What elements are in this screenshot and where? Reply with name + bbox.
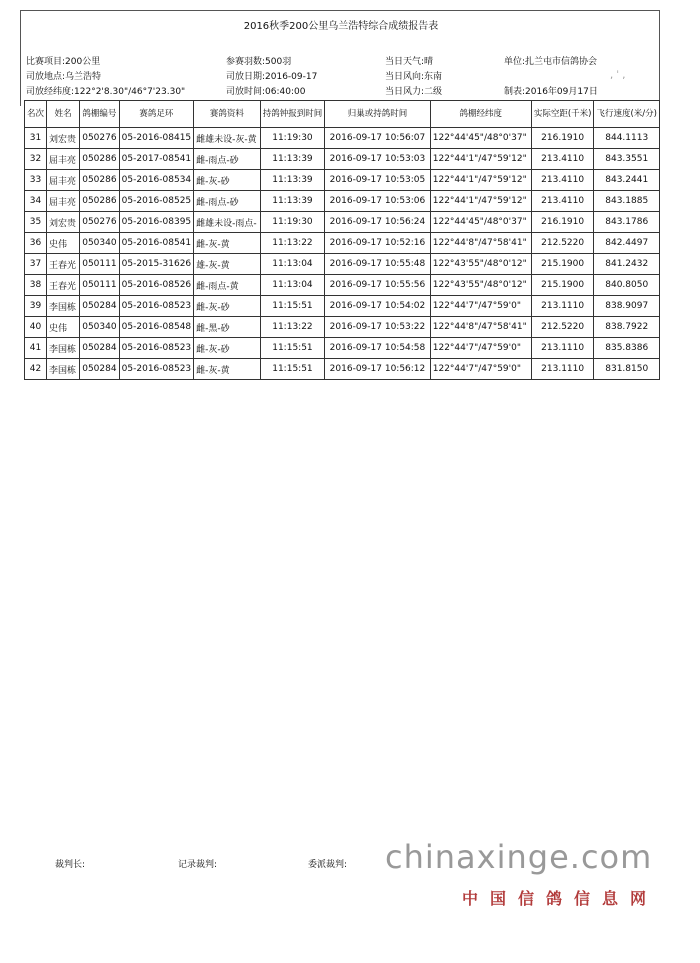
cell-loft-coords: 122°44'45"/48°0'37" bbox=[430, 128, 531, 149]
cell-rank: 33 bbox=[25, 170, 47, 191]
cell-name: 李国栋 bbox=[47, 296, 80, 317]
table-row bbox=[25, 233, 660, 254]
cell-loft-id: 050284 bbox=[80, 296, 120, 317]
cell-loft-id: 050284 bbox=[80, 359, 120, 380]
cell-rank: 40 bbox=[25, 317, 47, 338]
table-row bbox=[25, 212, 660, 233]
cell-rank: 39 bbox=[25, 296, 47, 317]
cell-distance: 213.1110 bbox=[531, 296, 594, 317]
cell-rank: 36 bbox=[25, 233, 47, 254]
cell-arrival-time: 2016-09-17 10:53:22 bbox=[325, 317, 431, 338]
cell-speed: 838.9097 bbox=[594, 296, 660, 317]
column-header-speed: 飞行速度(米/分) bbox=[594, 101, 660, 128]
cell-bird-info: 雌雄未设-灰-黄 bbox=[194, 128, 261, 149]
made-date: 制表:2016年09月17日 bbox=[504, 87, 598, 97]
cell-rank: 38 bbox=[25, 275, 47, 296]
cell-arrival-time: 2016-09-17 10:53:05 bbox=[325, 170, 431, 191]
cell-ring: 05-2016-08395 bbox=[119, 212, 193, 233]
watermark-name: 中国信鸽信息网 bbox=[462, 889, 659, 908]
cell-speed: 835.8386 bbox=[594, 338, 660, 359]
cell-speed: 843.3551 bbox=[594, 149, 660, 170]
column-header-name: 姓名 bbox=[47, 101, 80, 128]
cell-clock-time: 11:13:04 bbox=[260, 254, 325, 275]
cell-loft-coords: 122°44'1"/47°59'12" bbox=[430, 191, 531, 212]
cell-clock-time: 11:13:39 bbox=[260, 191, 325, 212]
wind-direction: 当日风向:东南 bbox=[385, 72, 443, 82]
cell-clock-time: 11:13:22 bbox=[260, 233, 325, 254]
cell-distance: 215.1900 bbox=[531, 275, 594, 296]
cell-bird-info: 雄-灰-黄 bbox=[194, 254, 261, 275]
cell-distance: 213.4110 bbox=[531, 170, 594, 191]
cell-ring: 05-2016-08523 bbox=[119, 296, 193, 317]
cell-bird-info: 雌-灰-砂 bbox=[194, 338, 261, 359]
cell-clock-time: 11:13:04 bbox=[260, 275, 325, 296]
cell-speed: 838.7922 bbox=[594, 317, 660, 338]
cell-arrival-time: 2016-09-17 10:56:12 bbox=[325, 359, 431, 380]
cell-loft-id: 050286 bbox=[80, 170, 120, 191]
cell-loft-coords: 122°44'45"/48°0'37" bbox=[430, 212, 531, 233]
cell-rank: 35 bbox=[25, 212, 47, 233]
cell-bird-info: 雌-灰-砂 bbox=[194, 296, 261, 317]
race-item: 比赛项目:200公里 bbox=[26, 57, 101, 67]
cell-arrival-time: 2016-09-17 10:54:02 bbox=[325, 296, 431, 317]
cell-loft-id: 050286 bbox=[80, 191, 120, 212]
cell-name: 王春光 bbox=[47, 254, 80, 275]
cell-loft-id: 050286 bbox=[80, 149, 120, 170]
cell-clock-time: 11:13:39 bbox=[260, 149, 325, 170]
cell-name: 屈丰亮 bbox=[47, 191, 80, 212]
cell-clock-time: 11:15:51 bbox=[260, 359, 325, 380]
cell-distance: 212.5220 bbox=[531, 317, 594, 338]
column-header-arrival-time: 归巢或持鸽时间 bbox=[325, 101, 431, 128]
column-header-bird-info: 赛鸽资料 bbox=[194, 101, 261, 128]
watermark-site: chinaxinge.com bbox=[385, 838, 653, 876]
cell-ring: 05-2016-08526 bbox=[119, 275, 193, 296]
table-row bbox=[25, 296, 660, 317]
cell-name: 刘宏贵 bbox=[47, 212, 80, 233]
table-header-row bbox=[25, 101, 660, 128]
cell-bird-info: 雌-雨点-黄 bbox=[194, 275, 261, 296]
table-row bbox=[25, 149, 660, 170]
weather: 当日天气:晴 bbox=[385, 57, 434, 67]
table-row bbox=[25, 128, 660, 149]
cell-name: 屈丰亮 bbox=[47, 149, 80, 170]
cell-bird-info: 雌雄未设-雨点- bbox=[194, 212, 261, 233]
cell-ring: 05-2016-08523 bbox=[119, 359, 193, 380]
cell-loft-id: 050276 bbox=[80, 212, 120, 233]
column-header-loft-coords: 鸽棚经纬度 bbox=[430, 101, 531, 128]
cell-clock-time: 11:19:30 bbox=[260, 128, 325, 149]
entries-count: 参赛羽数:500羽 bbox=[226, 57, 292, 67]
cell-rank: 31 bbox=[25, 128, 47, 149]
cell-speed: 840.8050 bbox=[594, 275, 660, 296]
cell-ring: 05-2016-08548 bbox=[119, 317, 193, 338]
cell-bird-info: 雌-黑-砂 bbox=[194, 317, 261, 338]
cell-bird-info: 雌-雨点-砂 bbox=[194, 191, 261, 212]
cell-arrival-time: 2016-09-17 10:55:56 bbox=[325, 275, 431, 296]
cell-clock-time: 11:13:22 bbox=[260, 317, 325, 338]
cell-loft-id: 050340 bbox=[80, 317, 120, 338]
cell-arrival-time: 2016-09-17 10:52:16 bbox=[325, 233, 431, 254]
table-body bbox=[25, 128, 660, 380]
cell-loft-coords: 122°44'8"/47°58'41" bbox=[430, 233, 531, 254]
table-row bbox=[25, 317, 660, 338]
cell-name: 王春光 bbox=[47, 275, 80, 296]
margin-scribble: , ˈ , bbox=[610, 70, 626, 81]
cell-speed: 841.2432 bbox=[594, 254, 660, 275]
cell-speed: 831.8150 bbox=[594, 359, 660, 380]
cell-ring: 05-2015-31626 bbox=[119, 254, 193, 275]
cell-name: 史伟 bbox=[47, 233, 80, 254]
table-row bbox=[25, 275, 660, 296]
release-time: 司放时间:06:40:00 bbox=[226, 87, 306, 97]
cell-name: 刘宏贵 bbox=[47, 128, 80, 149]
release-place: 司放地点:乌兰浩特 bbox=[26, 72, 102, 82]
cell-distance: 215.1900 bbox=[531, 254, 594, 275]
cell-loft-id: 050276 bbox=[80, 128, 120, 149]
column-header-loft-id: 鸽棚编号 bbox=[80, 101, 120, 128]
cell-loft-id: 050111 bbox=[80, 254, 120, 275]
cell-loft-coords: 122°44'7"/47°59'0" bbox=[430, 296, 531, 317]
cell-bird-info: 雌-雨点-砂 bbox=[194, 149, 261, 170]
cell-loft-id: 050111 bbox=[80, 275, 120, 296]
cell-distance: 216.1910 bbox=[531, 212, 594, 233]
release-date: 司放日期:2016-09-17 bbox=[226, 72, 318, 82]
cell-loft-coords: 122°43'55"/48°0'12" bbox=[430, 275, 531, 296]
cell-loft-coords: 122°44'8"/47°58'41" bbox=[430, 317, 531, 338]
cell-distance: 213.1110 bbox=[531, 359, 594, 380]
cell-clock-time: 11:19:30 bbox=[260, 212, 325, 233]
cell-speed: 843.1786 bbox=[594, 212, 660, 233]
cell-ring: 05-2016-08523 bbox=[119, 338, 193, 359]
cell-distance: 213.1110 bbox=[531, 338, 594, 359]
record-judge-label: 记录裁判: bbox=[178, 860, 218, 870]
cell-clock-time: 11:15:51 bbox=[260, 296, 325, 317]
cell-arrival-time: 2016-09-17 10:53:06 bbox=[325, 191, 431, 212]
cell-clock-time: 11:13:39 bbox=[260, 170, 325, 191]
column-header-clock-time: 持鸽钟报到时间 bbox=[260, 101, 325, 128]
cell-loft-coords: 122°43'55"/48°0'12" bbox=[430, 254, 531, 275]
wind-force: 当日风力:二级 bbox=[385, 87, 443, 97]
table-row bbox=[25, 191, 660, 212]
cell-distance: 213.4110 bbox=[531, 191, 594, 212]
results-table bbox=[24, 100, 660, 380]
cell-ring: 05-2016-08415 bbox=[119, 128, 193, 149]
appointed-judge-label: 委派裁判: bbox=[308, 860, 348, 870]
cell-bird-info: 雌-灰-黄 bbox=[194, 359, 261, 380]
cell-speed: 843.2441 bbox=[594, 170, 660, 191]
table-row bbox=[25, 254, 660, 275]
table-row bbox=[25, 338, 660, 359]
cell-bird-info: 雌-灰-砂 bbox=[194, 170, 261, 191]
cell-arrival-time: 2016-09-17 10:54:58 bbox=[325, 338, 431, 359]
cell-ring: 05-2016-08534 bbox=[119, 170, 193, 191]
release-coordinates: 司放经纬度:122°2'8.30"/46°7'23.30" bbox=[26, 87, 186, 97]
cell-distance: 212.5220 bbox=[531, 233, 594, 254]
column-header-distance: 实际空距(千米) bbox=[531, 101, 594, 128]
cell-distance: 213.4110 bbox=[531, 149, 594, 170]
cell-loft-id: 050284 bbox=[80, 338, 120, 359]
cell-rank: 41 bbox=[25, 338, 47, 359]
cell-loft-coords: 122°44'7"/47°59'0" bbox=[430, 338, 531, 359]
cell-arrival-time: 2016-09-17 10:53:03 bbox=[325, 149, 431, 170]
table-row bbox=[25, 170, 660, 191]
cell-loft-id: 050340 bbox=[80, 233, 120, 254]
cell-rank: 32 bbox=[25, 149, 47, 170]
cell-name: 李国栋 bbox=[47, 338, 80, 359]
table-row bbox=[25, 359, 660, 380]
cell-clock-time: 11:15:51 bbox=[260, 338, 325, 359]
cell-arrival-time: 2016-09-17 10:56:24 bbox=[325, 212, 431, 233]
cell-speed: 844.1113 bbox=[594, 128, 660, 149]
cell-speed: 843.1885 bbox=[594, 191, 660, 212]
cell-name: 屈丰亮 bbox=[47, 170, 80, 191]
cell-distance: 216.1910 bbox=[531, 128, 594, 149]
chief-judge-label: 裁判长: bbox=[55, 860, 86, 870]
column-header-ring: 赛鸽足环 bbox=[119, 101, 193, 128]
cell-speed: 842.4497 bbox=[594, 233, 660, 254]
cell-bird-info: 雌-灰-黄 bbox=[194, 233, 261, 254]
cell-arrival-time: 2016-09-17 10:55:48 bbox=[325, 254, 431, 275]
cell-rank: 34 bbox=[25, 191, 47, 212]
cell-name: 史伟 bbox=[47, 317, 80, 338]
column-header-rank: 名次 bbox=[25, 101, 47, 128]
cell-rank: 37 bbox=[25, 254, 47, 275]
report-title: 2016秋季200公里乌兰浩特综合成绩报告表 bbox=[243, 21, 439, 32]
cell-rank: 42 bbox=[25, 359, 47, 380]
title-box bbox=[20, 10, 660, 48]
cell-ring: 05-2016-08525 bbox=[119, 191, 193, 212]
cell-arrival-time: 2016-09-17 10:56:07 bbox=[325, 128, 431, 149]
cell-loft-coords: 122°44'7"/47°59'0" bbox=[430, 359, 531, 380]
cell-name: 李国栋 bbox=[47, 359, 80, 380]
organizer-unit: 单位:扎兰屯市信鸽协会 bbox=[504, 57, 598, 67]
cell-loft-coords: 122°44'1"/47°59'12" bbox=[430, 149, 531, 170]
cell-loft-coords: 122°44'1"/47°59'12" bbox=[430, 170, 531, 191]
cell-ring: 05-2016-08541 bbox=[119, 233, 193, 254]
cell-ring: 05-2017-08541 bbox=[119, 149, 193, 170]
